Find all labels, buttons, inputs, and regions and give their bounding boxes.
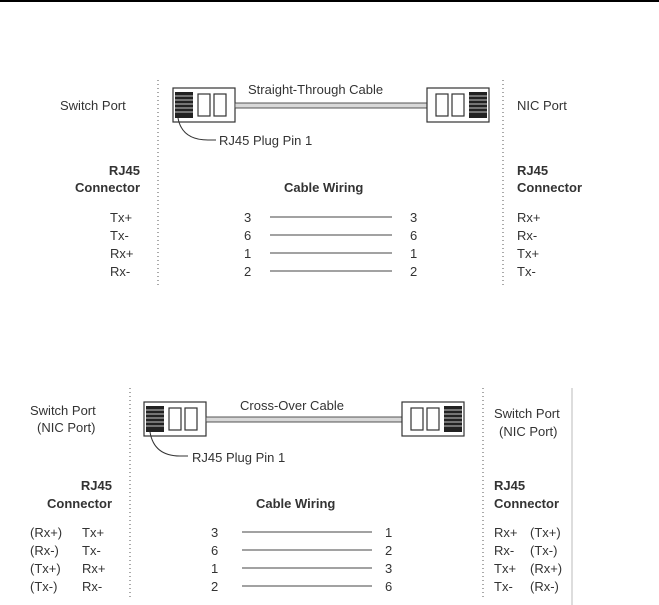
- right-port-label: NIC Port: [517, 98, 567, 113]
- left-connector-heading-2: Connector: [47, 496, 112, 511]
- left-pin: 3: [244, 210, 252, 225]
- right-signal: Tx+: [517, 246, 540, 261]
- wiring-row: [30, 543, 557, 558]
- left-signal: Rx+: [110, 246, 134, 261]
- cross-over-diagram: [30, 388, 572, 605]
- left-connector-heading-1: RJ45: [80, 478, 112, 493]
- wiring-row: [110, 246, 539, 261]
- right-connector-heading-1: RJ45: [517, 163, 549, 178]
- right-pin: 2: [410, 264, 418, 279]
- right-signal: Rx-: [517, 228, 538, 243]
- right-pin: 1: [410, 246, 418, 261]
- right-pin: 6: [410, 228, 418, 243]
- left-pin: 1: [244, 246, 252, 261]
- left-plug-icon: [144, 402, 206, 436]
- cable-line: [235, 103, 427, 108]
- right-signal: Rx-: [494, 543, 515, 558]
- left-alt-signal: (Rx+): [30, 525, 63, 540]
- left-connector-heading-2: Connector: [75, 180, 140, 195]
- wiring-row: [30, 525, 561, 540]
- left-signal: Rx+: [82, 561, 106, 576]
- right-signal: Rx+: [517, 210, 541, 225]
- left-alt-signal: (Rx-): [30, 543, 59, 558]
- right-port-label-2: (NIC Port): [499, 424, 558, 439]
- left-signal: Tx+: [82, 525, 105, 540]
- wiring-row: [110, 264, 536, 279]
- right-signal: Tx-: [517, 264, 536, 279]
- left-pin: 2: [244, 264, 252, 279]
- left-signal: Tx+: [110, 210, 133, 225]
- right-signal: Tx-: [494, 579, 513, 594]
- left-pin: 3: [211, 525, 219, 540]
- right-alt-signal: (Tx-): [530, 543, 558, 558]
- left-plug-icon: [173, 88, 235, 122]
- left-connector-heading-1: RJ45: [108, 163, 140, 178]
- right-plug-icon: [427, 88, 489, 122]
- right-signal: Rx+: [494, 525, 518, 540]
- left-pin: 1: [211, 561, 219, 576]
- right-connector-heading-2: Connector: [494, 496, 559, 511]
- right-signal: Tx+: [494, 561, 517, 576]
- left-signal: Rx-: [82, 579, 103, 594]
- left-port-label: Switch Port: [60, 98, 126, 113]
- right-pin: 1: [385, 525, 393, 540]
- right-connector-heading-1: RJ45: [494, 478, 526, 493]
- left-alt-signal: (Tx-): [30, 579, 58, 594]
- plug-pin1-label: RJ45 Plug Pin 1: [219, 133, 313, 148]
- left-port-label-1: Switch Port: [30, 403, 96, 418]
- left-port-label-2: (NIC Port): [37, 420, 96, 435]
- right-pin: 2: [385, 543, 393, 558]
- left-pin: 6: [244, 228, 252, 243]
- straight-through-diagram: [60, 80, 582, 285]
- right-pin: 3: [410, 210, 418, 225]
- plug-pin1-label: RJ45 Plug Pin 1: [192, 450, 286, 465]
- right-connector-heading-2: Connector: [517, 180, 582, 195]
- wiring-heading: Cable Wiring: [256, 496, 336, 511]
- cable-title: Straight-Through Cable: [248, 82, 384, 97]
- left-signal: Tx-: [110, 228, 129, 243]
- wiring-row: [30, 579, 559, 594]
- wiring-row: [110, 210, 540, 225]
- wiring-heading: Cable Wiring: [284, 180, 364, 195]
- right-alt-signal: (Rx+): [530, 561, 563, 576]
- cable-line: [206, 417, 402, 422]
- right-pin: 6: [385, 579, 393, 594]
- left-pin: 6: [211, 543, 219, 558]
- left-alt-signal: (Tx+): [30, 561, 61, 576]
- wiring-row: [30, 561, 562, 576]
- right-pin: 3: [385, 561, 393, 576]
- left-signal: Rx-: [110, 264, 131, 279]
- left-pin: 2: [211, 579, 219, 594]
- right-alt-signal: (Rx-): [530, 579, 559, 594]
- wiring-row: [110, 228, 537, 243]
- cable-title: Cross-Over Cable: [240, 398, 345, 413]
- right-plug-icon: [402, 402, 464, 436]
- right-alt-signal: (Tx+): [530, 525, 561, 540]
- left-signal: Tx-: [82, 543, 101, 558]
- right-port-label-1: Switch Port: [494, 406, 560, 421]
